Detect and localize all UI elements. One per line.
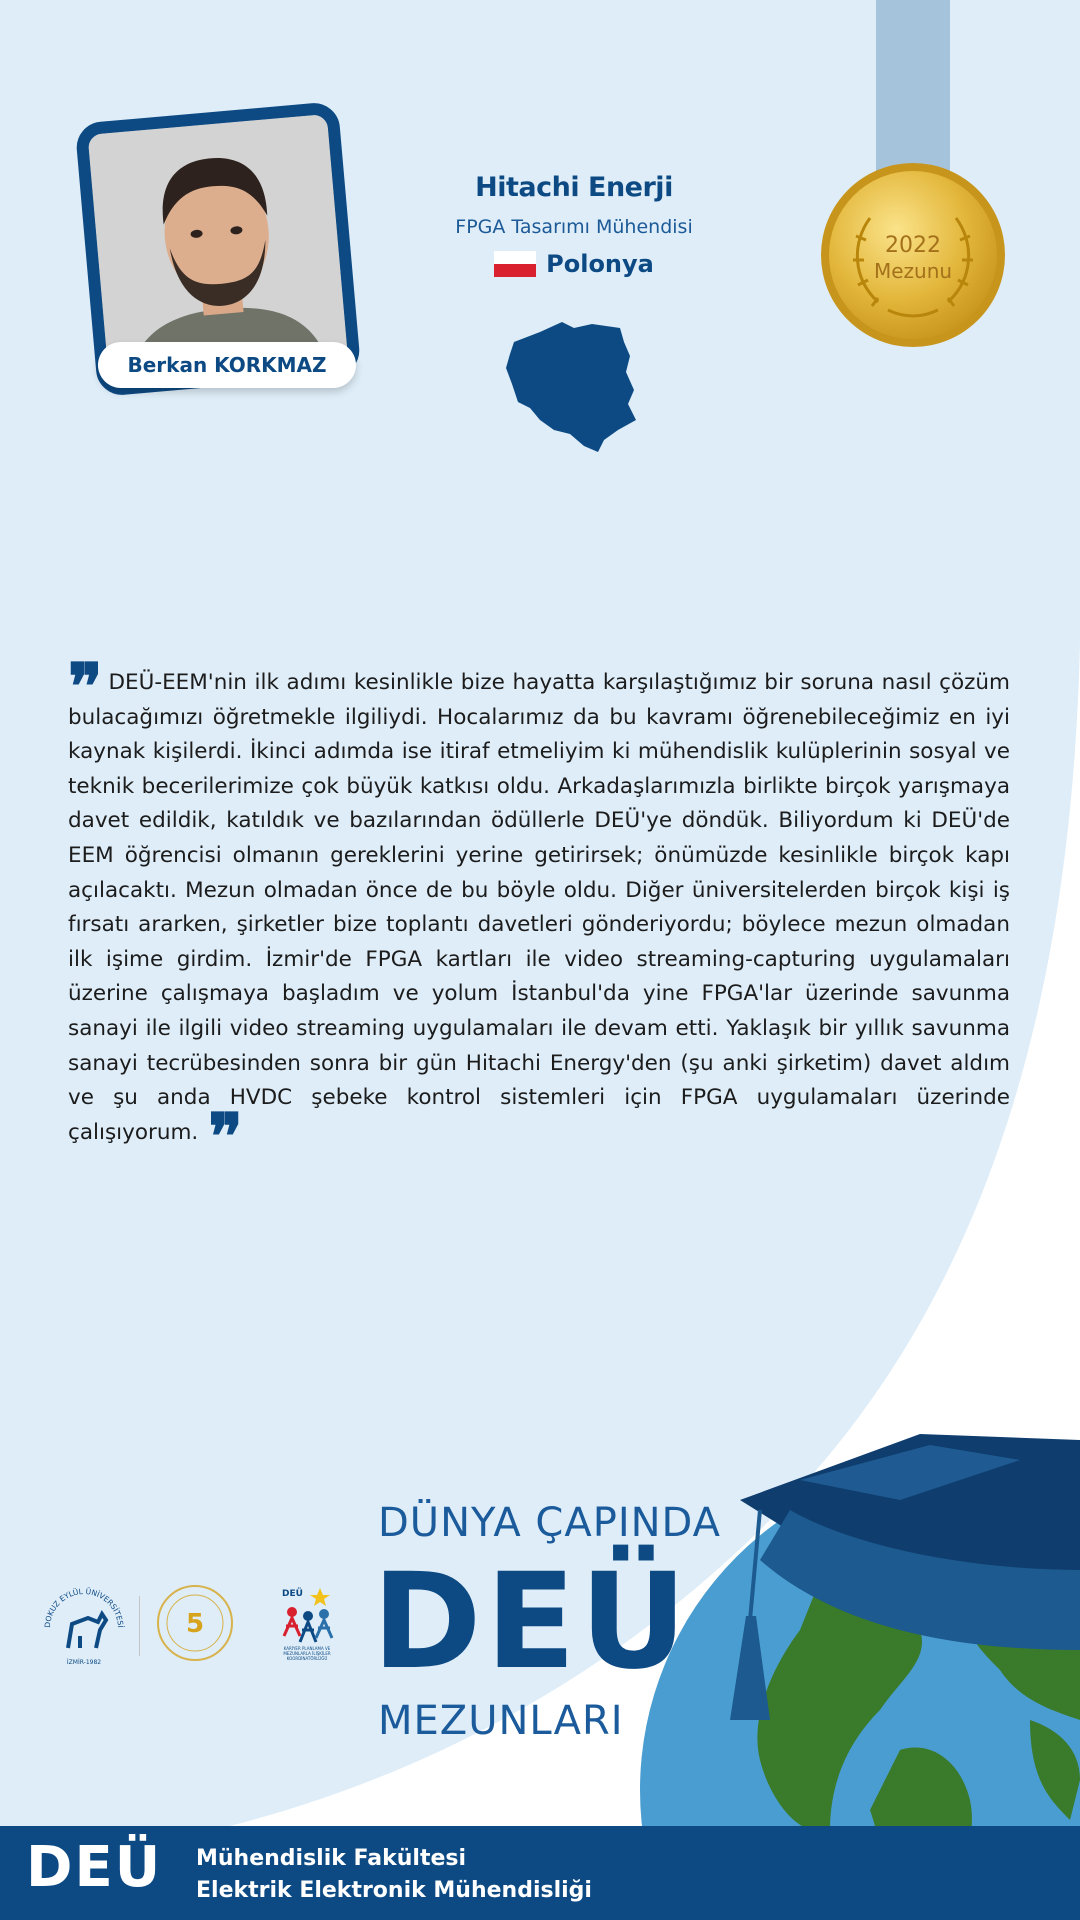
graduation-medal [818,160,1008,350]
logo1-text: DOKUZ EYLÜL ÜNİVERSİTESİ [42,1586,126,1629]
country-row [390,250,758,278]
logo2-number: 5 [185,1609,205,1639]
medal-label: Mezunu [873,259,953,283]
logo1-year: İZMİR-1982 [66,1659,102,1666]
name-badge [98,342,356,388]
person-name: Berkan KORKMAZ [127,353,327,377]
deu-university-seal-icon [40,1584,128,1672]
branding-line2: MEZUNLARI [378,1698,624,1744]
poland-map-icon [500,312,650,454]
logo3-text: KARİYER PLANLAMA VE MEZUNLARLA İLİŞKİLER KOORDİNATÖRLÜĞÜ [283,1646,331,1661]
branding-line1: DÜNYA ÇAPINDA [378,1500,721,1546]
testimonial-quote [68,650,1010,1175]
svg-text:DOKUZ EYLÜL ÜNİVERSİTESİ [43,1587,125,1628]
footer-department: Elektrik Elektronik Mühendisliği [196,1878,592,1903]
medal-year: 2022 [885,233,941,258]
poland-flag-icon [494,251,536,277]
deu-logo-text: DEÜ [372,1545,691,1699]
job-title: FPGA Tasarımı Mühendisi [455,216,693,238]
company-name: Hitachi Enerji [475,172,673,203]
quote-close-icon: ❞ [208,1099,243,1175]
medal-ribbon [876,0,950,180]
country-name: Polonya [546,250,654,278]
quote-open-icon: ❞ [68,650,103,725]
footer-deu-logo: DEÜ [26,1835,163,1900]
anniversary-seal-icon [156,1584,234,1662]
logo-divider [139,1596,140,1656]
logo3-label: DEÜ [282,1589,303,1599]
footer-faculty: Mühendislik Fakültesi [196,1846,467,1871]
career-office-logo-icon [276,1584,338,1664]
quote-text: DEÜ-EEM'nin ilk adımı kesinlikle bize hayatta karşılaştığımız bir soruna nasıl çözüm bulacağımızı öğretmekle ilgiliydi. Hocalarımız da bu kavramı öğrenebileceğimiz en iyi kaynak kişilerdi. İkinci adımda ise itiraf etmeliyim ki mühendislik kulüplerinin sosyal ve teknik becerilerimize çok büyük katkısı oldu. Arkadaşlarımızla birlikte birçok yarışmaya davet edildik, katıldık ve bazılarından ödüllerle DEÜ'ye döndük. Biliyordum ki DEÜ'de EEM öğrencisi olmanın gereklerini yerine getirirsek; önümüzde kesinlikle birçok kapı açılacaktı. Mezun olmadan önce de bu böyle oldu. Diğer üniversitelerden birçok kişi iş fırsatı ararken, şirketler bize toplantı davetleri gönderiyordu; böylece mezun olmadan ilk işime girdim. İzmir'de FPGA kartları ile video streaming-capturing uygulamaları üzerine çalışmaya başladım ve yolum İstanbul'da yine FPGA'lar üzerinde savunma sanayi ile ilgili video streaming uygulamaları ile devam etti. Yaklaşık bir yıllık savunma sanayi tecrübesinden sonra bir gün Hitachi Energy'den (şu anki şirketim) davet aldım ve şu anda HVDC şebeke kontrol sistemleri için FPGA uygulamaları üzerinde çalışıyorum. [68,670,1010,1145]
